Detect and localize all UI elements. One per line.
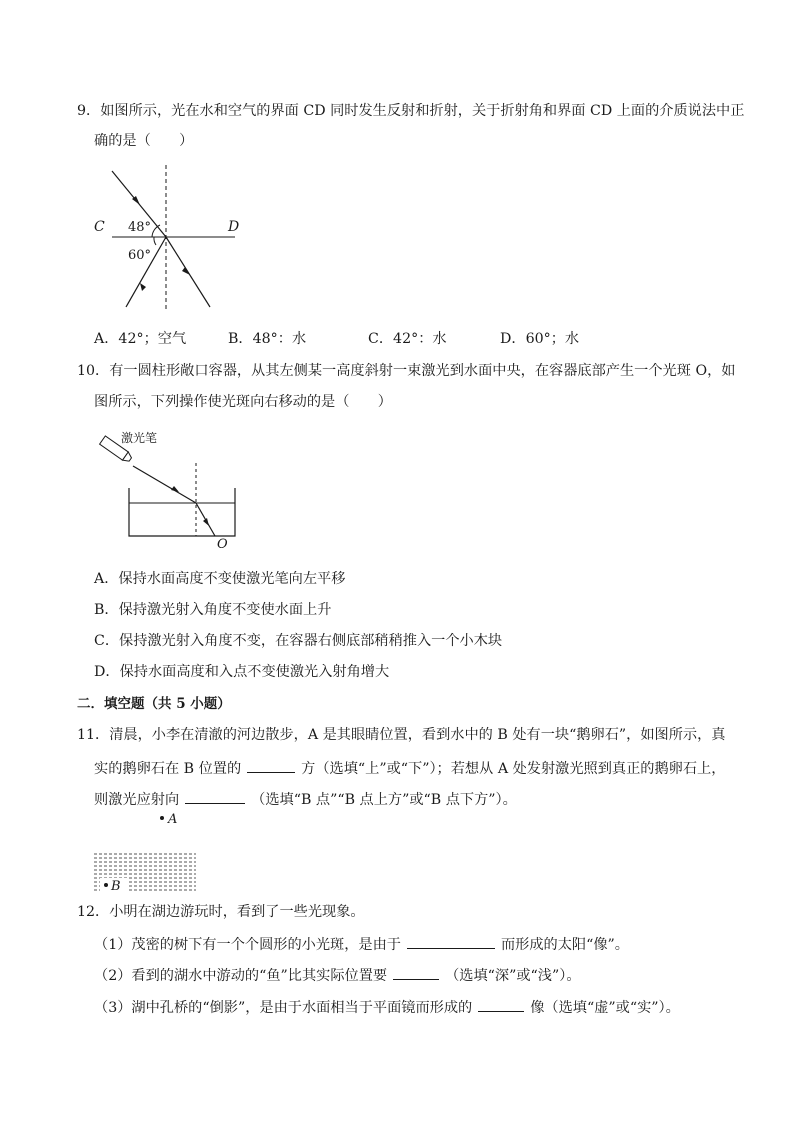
q10-text-line2: 图所示，下列操作使光斑向右移动的是（ ） [94, 394, 392, 410]
q10-laser-ray-air [133, 466, 196, 503]
q12-blank-1[interactable] [407, 934, 495, 949]
q11-label-a: A [168, 812, 178, 827]
q10-option-d: D．保持水面高度和入点不变使激光入射角增大 [94, 664, 390, 680]
point-b-dot [104, 883, 108, 887]
q12-item-3 [94, 997, 680, 1017]
q11-line3-part-a: 则激光应射向 [94, 792, 180, 808]
q12-blank-2[interactable] [393, 965, 439, 980]
q9-angle-60: 60° [128, 248, 152, 263]
q9-label-c: C [94, 219, 105, 235]
q10-option-c: C．保持激光射入角度不变，在容器右侧底部稍稍推入一个小木块 [94, 633, 503, 649]
q9-text-line1: 9．如图所示，光在水和空气的界面 CD 同时发生反射和折射，关于折射角和界面 CD 上面的介质说法中正 [77, 103, 745, 119]
q12-intro: 12．小明在湖边游玩时，看到了一些光现象。 [77, 904, 365, 920]
q12-item2-part-a: （2）看到的湖水中游动的“鱼”比其实际位置要 [94, 968, 388, 984]
q10-option-a: A．保持水面高度不变使激光笔向左平移 [94, 571, 346, 587]
q11-text-line3 [94, 789, 517, 809]
q12-item1-part-a: （1）茂密的树下有一个个圆形的小光斑，是由于 [94, 937, 401, 953]
q12-item2-part-b: （选填“深”或“浅”）。 [445, 968, 581, 984]
q11-text-line1: 11．清晨，小李在清澈的河边散步，A 是其眼睛位置，看到水中的 B 处有一块“鹅卵石”，如图所示，真 [77, 727, 726, 743]
q9-angle-48: 48° [128, 220, 152, 235]
section2-title: 二．填空题（共 5 小题） [77, 696, 231, 712]
q11-line2-part-b: 方（选填“上”或“下”）；若想从 A 处发射激光照到真正的鹅卵石上， [301, 761, 726, 777]
q9-text-line2: 确的是（ ） [94, 133, 194, 149]
q10-text-line1: 10．有一圆柱形敞口容器，从其左侧某一高度斜射一束激光到水面中央，在容器底部产生一个光斑 O，如 [77, 363, 736, 379]
q11-text-line2 [94, 758, 725, 778]
q9-option-c: C．42°：水 [368, 331, 447, 347]
q10-laser-figure [95, 428, 245, 553]
q10-option-b: B．保持激光射入角度不变使水面上升 [94, 602, 332, 618]
q9-refraction-figure [90, 165, 250, 315]
q10-spot-label: O [217, 537, 228, 552]
q12-item3-part-a: （3）湖中孔桥的“倒影”，是由于水面相当于平面镜而形成的 [94, 1000, 473, 1016]
q9-option-d: D．60°；水 [500, 331, 580, 347]
q10-ray-arrowhead-water [203, 518, 209, 526]
q12-item3-part-b: 像（选填“虚”或“实”）。 [530, 1000, 680, 1016]
q11-label-b: B [111, 879, 121, 894]
q11-figure [92, 810, 202, 895]
q12-item-1 [94, 934, 629, 954]
q12-blank-3[interactable] [478, 997, 524, 1012]
q11-line3-part-b: （选填“B 点”“B 点上方”或“B 点下方”）。 [251, 792, 517, 808]
q9-angle-arc-lower [154, 237, 156, 245]
q10-pen-label: 激光笔 [121, 431, 158, 445]
q11-line2-part-a: 实的鹅卵石在 B 位置的 [94, 761, 242, 777]
q12-item1-part-b: 而形成的太阳“像”。 [500, 937, 629, 953]
q11-blank-2[interactable] [185, 789, 245, 804]
q9-reflected-arrowhead [140, 283, 146, 291]
q9-angle-arc [152, 225, 160, 237]
q9-option-a: A．42°；空气 [94, 331, 187, 347]
q9-label-d: D [228, 219, 240, 235]
q9-option-b: B．48°：水 [228, 331, 307, 347]
q11-blank-1[interactable] [247, 758, 295, 773]
q12-item-2 [94, 965, 581, 985]
point-a-dot [160, 816, 164, 820]
